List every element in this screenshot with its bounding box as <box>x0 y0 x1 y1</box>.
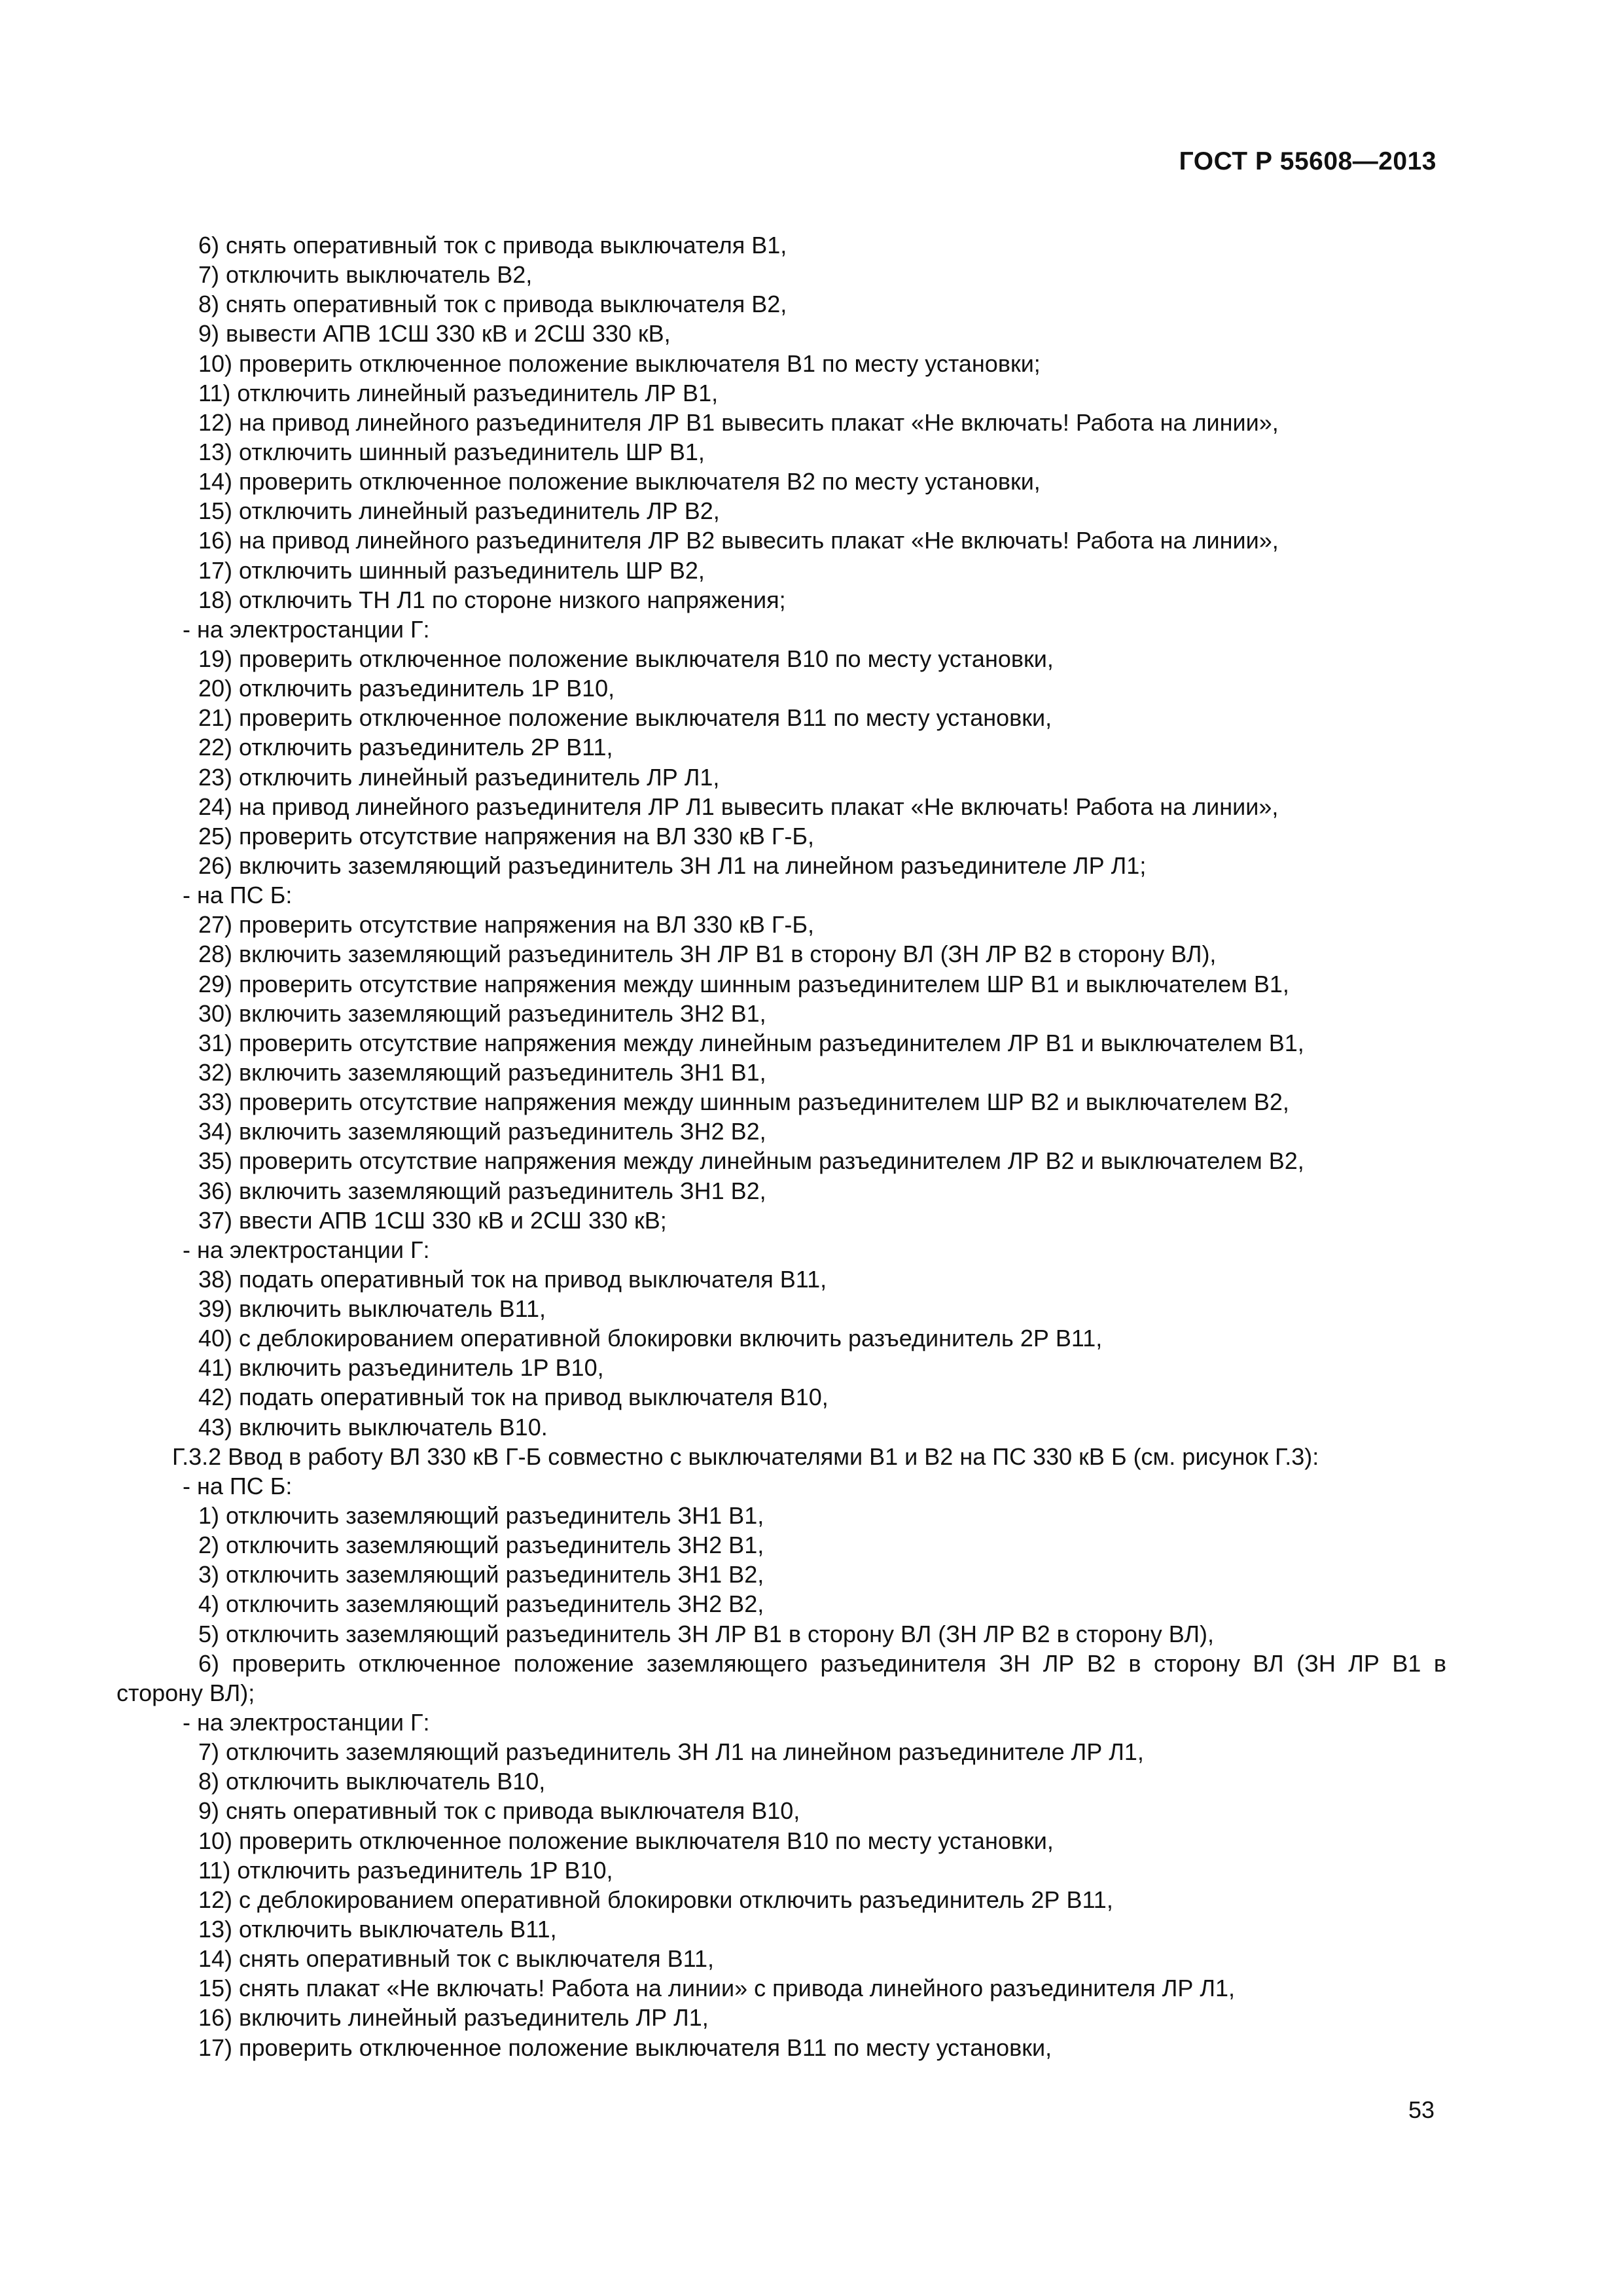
section-paragraph: Г.3.2 Ввод в работу ВЛ 330 кВ Г-Б совместно с выключателями В1 и В2 на ПС 330 кВ Б (см. рисунок Г.3): <box>172 1443 1319 1470</box>
list-item: 32) включить заземляющий разъединитель ЗН1 В1, <box>198 1058 766 1086</box>
list-item: 22) отключить разъединитель 2Р В11, <box>198 734 613 761</box>
instruction-text <box>0 230 1623 2062</box>
list-item: 36) включить заземляющий разъединитель ЗН1 В2, <box>198 1177 766 1204</box>
list-item: 9) вывести АПВ 1СШ 330 кВ и 2СШ 330 кВ, <box>198 320 671 348</box>
list-item: 30) включить заземляющий разъединитель ЗН2 В1, <box>198 999 766 1027</box>
standard-header: ГОСТ Р 55608—2013 <box>1179 147 1436 175</box>
list-item: 14) снять оперативный ток с выключателя В11, <box>198 1945 715 1973</box>
list-item: 10) проверить отключенное положение выключателя В10 по месту установки, <box>198 1827 1054 1854</box>
list-item: 35) проверить отсутствие напряжения между линейным разъединителем ЛР В2 и выключателем В2, <box>198 1147 1304 1175</box>
location-heading: - на ПС Б: <box>183 1472 293 1499</box>
list-item: 10) проверить отключенное положение выключателя В1 по месту установки; <box>198 350 1041 377</box>
list-item: 13) отключить шинный разъединитель ШР В1, <box>198 438 705 465</box>
list-item: 25) проверить отсутствие напряжения на ВЛ 330 кВ Г-Б, <box>198 822 815 850</box>
list-item: 12) на привод линейного разъединителя ЛР В1 вывесить плакат «Не включать! Работа на линии», <box>198 408 1279 436</box>
list-item: 43) включить выключатель В10. <box>198 1413 548 1441</box>
list-item: 15) снять плакат «Не включать! Работа на линии» с привода линейного разъединителя ЛР Л1, <box>198 1975 1236 2002</box>
list-item: 29) проверить отсутствие напряжения между шинным разъединителем ШР В1 и выключателем В1, <box>198 970 1289 997</box>
list-item: 40) с деблокированием оперативной блокировки включить разъединитель 2Р В11, <box>198 1325 1103 1352</box>
list-item: 7) отключить заземляющий разъединитель ЗН Л1 на линейном разъединителе ЛР Л1, <box>198 1738 1144 1766</box>
list-item: 8) снять оперативный ток с привода выключателя В2, <box>198 291 787 318</box>
list-item: 11) отключить разъединитель 1Р В10, <box>198 1856 613 1884</box>
location-heading: - на ПС Б: <box>183 882 293 909</box>
list-item: 15) отключить линейный разъединитель ЛР В2, <box>198 497 720 525</box>
list-item: 2) отключить заземляющий разъединитель ЗН2 В1, <box>198 1532 764 1559</box>
list-item: 9) снять оперативный ток с привода выключателя В10, <box>198 1797 800 1825</box>
list-item: 8) отключить выключатель В10, <box>198 1768 546 1795</box>
list-item: 7) отключить выключатель В2, <box>198 261 533 289</box>
list-item: 41) включить разъединитель 1Р В10, <box>198 1354 604 1382</box>
list-item: 34) включить заземляющий разъединитель ЗН2 В2, <box>198 1118 766 1145</box>
list-item: 17) проверить отключенное положение выключателя В11 по месту установки, <box>198 2034 1052 2061</box>
list-item: 11) отключить линейный разъединитель ЛР В1, <box>198 379 719 406</box>
list-item: 1) отключить заземляющий разъединитель ЗН1 В1, <box>198 1502 764 1530</box>
page-number: 53 <box>1408 2096 1435 2123</box>
list-item: 37) ввести АПВ 1СШ 330 кВ и 2СШ 330 кВ; <box>198 1206 667 1234</box>
list-item: 17) отключить шинный разъединитель ШР В2, <box>198 556 705 584</box>
list-item: 28) включить заземляющий разъединитель ЗН ЛР В1 в сторону ВЛ (ЗН ЛР В2 в сторону ВЛ), <box>198 941 1217 968</box>
list-item: 20) отключить разъединитель 1Р В10, <box>198 675 615 702</box>
list-item: 5) отключить заземляющий разъединитель ЗН ЛР В1 в сторону ВЛ (ЗН ЛР В2 в сторону ВЛ), <box>198 1620 1215 1647</box>
list-item: 21) проверить отключенное положение выключателя В11 по месту установки, <box>198 704 1052 732</box>
location-heading: - на электростанции Г: <box>183 1236 430 1263</box>
list-item: 39) включить выключатель В11, <box>198 1295 546 1323</box>
list-item: 16) на привод линейного разъединителя ЛР В2 вывесить плакат «Не включать! Работа на линии», <box>198 527 1279 554</box>
list-item: 14) проверить отключенное положение выключателя В2 по месту установки, <box>198 468 1041 495</box>
list-item: 23) отключить линейный разъединитель ЛР Л1, <box>198 763 720 791</box>
list-item: 18) отключить ТН Л1 по стороне низкого напряжения; <box>198 586 786 613</box>
location-heading: - на электростанции Г: <box>183 1709 430 1736</box>
list-item: 12) с деблокированием оперативной блокировки отключить разъединитель 2Р В11, <box>198 1886 1113 1913</box>
list-item: 31) проверить отсутствие напряжения между линейным разъединителем ЛР В1 и выключателем В1, <box>198 1029 1304 1056</box>
list-item: 13) отключить выключатель В11, <box>198 1916 557 1943</box>
list-item-continuation: сторону ВЛ); <box>116 1679 255 1706</box>
list-item: 6) проверить отключенное положение заземляющего разъединителя ЗН ЛР В2 в сторону ВЛ (ЗН ЛР В1 в <box>198 1649 1446 1677</box>
list-item: 42) подать оперативный ток на привод выключателя В10, <box>198 1384 829 1411</box>
list-item: 38) подать оперативный ток на привод выключателя В11, <box>198 1265 827 1293</box>
list-item: 19) проверить отключенное положение выключателя В10 по месту установки, <box>198 645 1054 672</box>
list-item: 26) включить заземляющий разъединитель ЗН Л1 на линейном разъединителе ЛР Л1; <box>198 852 1147 879</box>
list-item: 33) проверить отсутствие напряжения между шинным разъединителем ШР В2 и выключателем В2, <box>198 1088 1289 1116</box>
list-item: 24) на привод линейного разъединителя ЛР Л1 вывесить плакат «Не включать! Работа на линии», <box>198 793 1279 820</box>
list-item: 3) отключить заземляющий разъединитель ЗН1 В2, <box>198 1561 764 1588</box>
list-item: 6) снять оперативный ток с привода выключателя В1, <box>198 232 787 259</box>
list-item: 16) включить линейный разъединитель ЛР Л1, <box>198 2004 709 2032</box>
list-item: 4) отключить заземляющий разъединитель ЗН2 В2, <box>198 1590 764 1618</box>
location-heading: - на электростанции Г: <box>183 615 430 643</box>
list-item: 27) проверить отсутствие напряжения на ВЛ 330 кВ Г-Б, <box>198 911 815 939</box>
